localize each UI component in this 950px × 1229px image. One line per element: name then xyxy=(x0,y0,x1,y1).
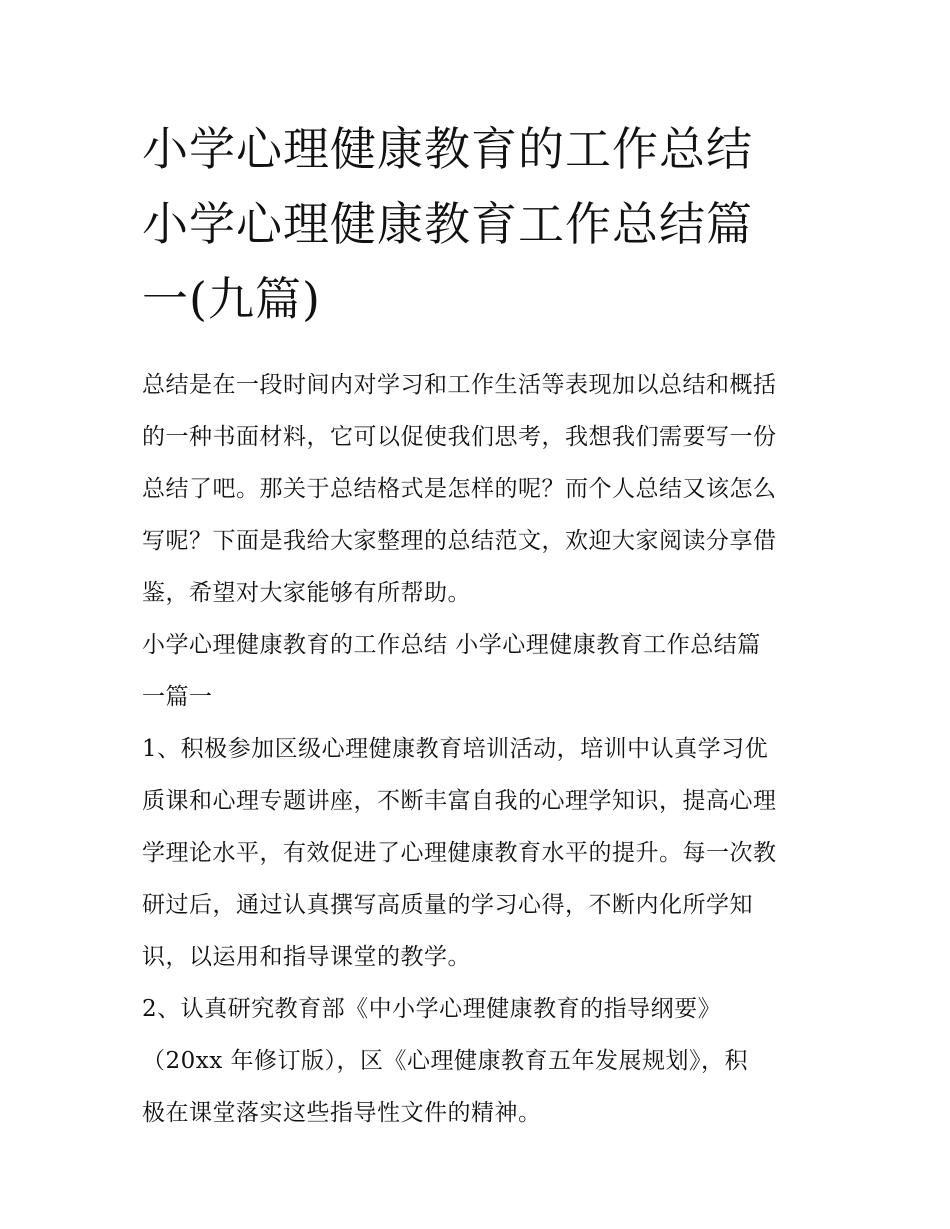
title-line: 小学心理健康教育的工作总结 xyxy=(142,122,753,176)
text-line: 总结是在一段时间内对学习和工作生活等表现加以总结和概括 xyxy=(142,372,777,398)
text-line: 识，以运用和指导课堂的教学。 xyxy=(142,944,471,970)
text-line: 一篇一 xyxy=(142,684,213,710)
text-line: 2、认真研究教育部《中小学心理健康教育的指导纲要》 xyxy=(142,996,722,1022)
text-line: 极在课堂落实这些指导性文件的精神。 xyxy=(142,1100,542,1126)
text-line: 的一种书面材料，它可以促使我们思考，我想我们需要写一份 xyxy=(142,424,777,450)
title-line: 一(九篇) xyxy=(142,272,321,326)
text-line: （20xx 年修订版），区《心理健康教育五年发展规划》，积 xyxy=(142,1048,749,1074)
text-line: 1、积极参加区级心理健康教育培训活动，培训中认真学习优 xyxy=(142,736,769,762)
section-heading xyxy=(142,619,814,723)
title-line: 小学心理健康教育工作总结篇 xyxy=(142,197,753,251)
text-line: 总结了吧。那关于总结格式是怎样的呢？而个人总结又该怎么 xyxy=(142,476,777,502)
intro-paragraph xyxy=(142,359,814,619)
text-line: 鉴，希望对大家能够有所帮助。 xyxy=(142,580,471,606)
item-2-paragraph xyxy=(142,983,814,1139)
document-title xyxy=(142,112,814,337)
document-body xyxy=(142,112,814,1139)
text-line: 研过后，通过认真撰写高质量的学习心得，不断内化所学知 xyxy=(142,892,753,918)
text-line: 写呢？下面是我给大家整理的总结范文，欢迎大家阅读分享借 xyxy=(142,528,777,554)
item-1-paragraph xyxy=(142,723,814,983)
text-line: 小学心理健康教育的工作总结 小学心理健康教育工作总结篇 xyxy=(142,632,761,658)
text-line: 质课和心理专题讲座，不断丰富自我的心理学知识，提高心理 xyxy=(142,788,777,814)
text-line: 学理论水平，有效促进了心理健康教育水平的提升。每一次教 xyxy=(142,840,777,866)
